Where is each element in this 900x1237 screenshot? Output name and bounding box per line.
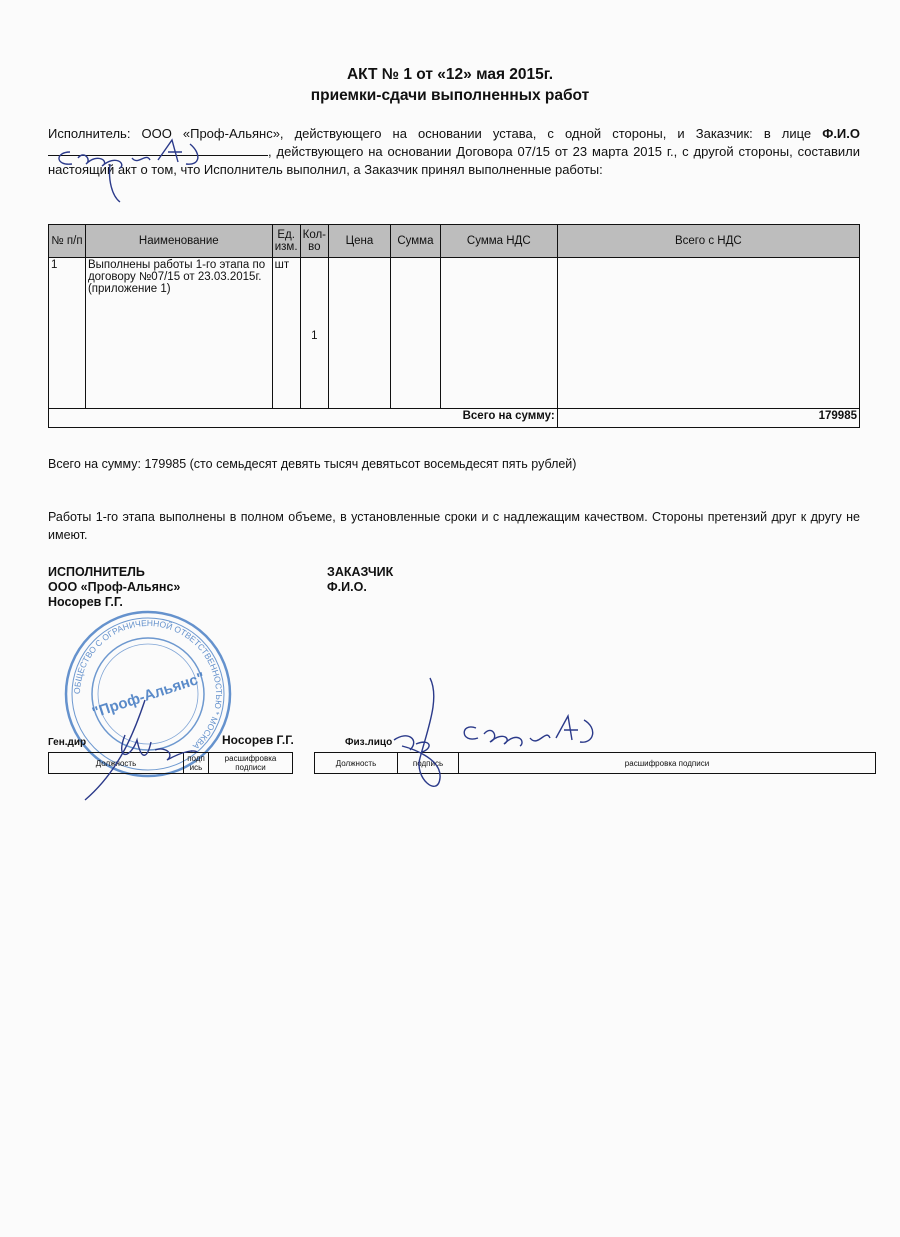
executor-position-value: Ген.дир [48, 737, 87, 748]
cell-num: 1 [49, 258, 86, 409]
document-title: АКТ № 1 от «12» мая 2015г. [346, 66, 554, 83]
customer-position-value: Физ.лицо [345, 737, 393, 748]
header-qty: Кол-во [300, 225, 328, 258]
table-row [49, 258, 860, 409]
intro-text-part2: , действующего на основании Договора 07/15 от 23 марта 2015 г., с другой стороны, составили настоящий акт о том, что Исполнитель выполнил, а Заказчик принял выполненные работы: [48, 144, 860, 177]
cell-total [557, 258, 859, 409]
executor-person: Носорев Г.Г. [48, 595, 123, 609]
executor-block [48, 565, 180, 610]
customer-name-line [48, 143, 268, 156]
executor-signature-table [48, 752, 293, 774]
table-total-row [49, 409, 860, 428]
header-unit: Ед. изм. [272, 225, 300, 258]
customer-col-signature: подпись [398, 753, 459, 774]
header-num: № п/п [49, 225, 86, 258]
customer-heading: ЗАКАЗЧИК [327, 565, 394, 579]
total-label: Всего на сумму: [49, 409, 558, 428]
total-value: 179985 [557, 409, 859, 428]
intro-paragraph [48, 125, 860, 179]
stamp-center-text: "Проф-Альянс" [90, 669, 207, 722]
customer-signature-table [314, 752, 876, 774]
executor-col-decoding: расшифровка подписи [209, 753, 293, 774]
customer-col-position: Должность [315, 753, 398, 774]
customer-name: Ф.И.О. [327, 580, 367, 594]
header-vat: Сумма НДС [440, 225, 557, 258]
document-subtitle: приемки-сдачи выполненных работ [310, 87, 590, 104]
stamp-ring-text: ОБЩЕСТВО С ОГРАНИЧЕННОЙ ОТВЕТСТВЕННОСТЬЮ * МОСКВА * [71, 617, 225, 756]
cell-name: Выполнены работы 1-го этапа по договору №07/15 от 23.03.2015г. (приложение 1) [85, 258, 272, 409]
executor-col-position: Должность [49, 753, 184, 774]
intro-customer-name: Ф.И.О [822, 126, 860, 141]
executor-name-value: Носорев Г.Г. [222, 733, 294, 747]
cell-sum [390, 258, 440, 409]
executor-company: ООО «Проф-Альянс» [48, 580, 181, 594]
customer-col-decoding: расшифровка подписи [459, 753, 876, 774]
amount-in-words: Всего на сумму: 179985 (сто семьдесят девять тысяч девятьсот восемьдесят пять рублей) [48, 457, 577, 471]
customer-block [327, 565, 393, 595]
items-table [48, 224, 860, 428]
executor-col-signature: подп ись [184, 753, 209, 774]
cell-vat [440, 258, 557, 409]
table-header-row [49, 225, 860, 258]
cell-qty: 1 [300, 258, 328, 409]
header-sum: Сумма [390, 225, 440, 258]
executor-heading: ИСПОЛНИТЕЛЬ [48, 565, 145, 579]
completion-statement: Работы 1-го этапа выполнены в полном объеме, в установленные сроки и с надлежащим качеством. Стороны претензий друг к другу не имеют. [48, 510, 860, 542]
cell-price [329, 258, 391, 409]
intro-text-part1: Исполнитель: ООО «Проф-Альянс», действующего на основании устава, с одной стороны, и Заказчик: в лице [48, 126, 823, 141]
header-price: Цена [329, 225, 391, 258]
header-name: Наименование [85, 225, 272, 258]
customer-handwritten-signature [380, 668, 610, 803]
cell-unit: шт [272, 258, 300, 409]
header-total: Всего с НДС [557, 225, 859, 258]
